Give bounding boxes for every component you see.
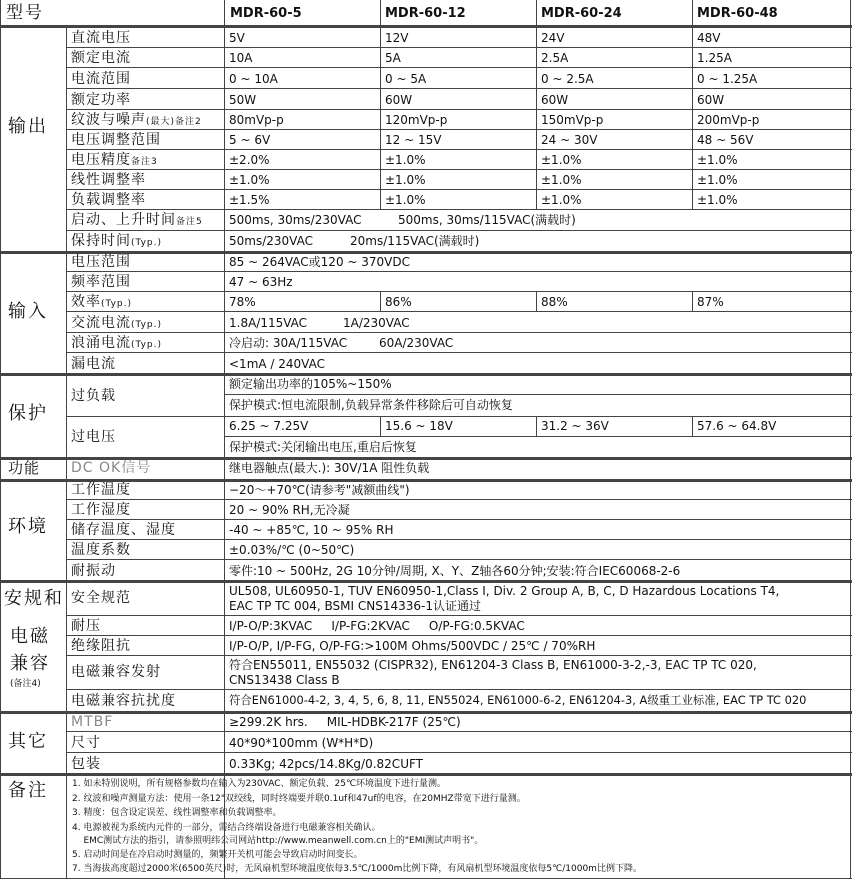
- rule: [0, 373, 852, 376]
- rule: [66, 67, 852, 68]
- rule: [380, 416, 381, 436]
- note-line: 3. 精度：包含设定误差、线性调整率和负载调整率。: [72, 808, 282, 818]
- cell: I/P-O/P, I/P-FG, O/P-FG:>100M Ohms/500VDC / 25℃ / 70%RH: [229, 639, 596, 653]
- cell: ±1.0%: [697, 173, 738, 187]
- rule: [66, 129, 852, 130]
- row-label: 工作温度: [71, 482, 131, 498]
- row-label: 负载调整率: [71, 192, 146, 208]
- header-label: 型号: [6, 3, 44, 23]
- cell: 符合EN61000-4-2, 3, 4, 5, 6, 8, 11, EN55024, EN61000-6-2, EN61204-3, A级重工业标准, EAC TP TC 020: [229, 693, 807, 707]
- rule: [66, 352, 852, 353]
- row-label: 额定功率: [71, 92, 131, 108]
- row-label: 漏电流: [71, 356, 116, 372]
- cell: <1mA / 240VAC: [229, 357, 325, 371]
- cell: ±2.0%: [229, 153, 270, 167]
- group-protection: 保护: [8, 403, 48, 424]
- row-label: 工作湿度: [71, 502, 131, 518]
- row-label: 过电压: [71, 429, 116, 445]
- cell: ±1.0%: [541, 153, 582, 167]
- label-sub: (最大): [146, 117, 176, 127]
- cell: 保护模式:关闭输出电压,重启后恢复: [229, 440, 417, 454]
- cell: I/P-O/P:3KVAC I/P-FG:2KVAC O/P-FG:0.5KVAC: [229, 619, 525, 633]
- rule: [66, 559, 852, 560]
- cell: 20 ~ 90% RH,无冷凝: [229, 503, 350, 517]
- label-text: 电压精度: [71, 152, 131, 168]
- cell: 78%: [229, 295, 256, 309]
- cell: 86%: [385, 295, 412, 309]
- cell: 10A: [229, 51, 253, 65]
- rule: [850, 0, 851, 878]
- label-text: 效率: [71, 294, 101, 310]
- row-label: 直流电压: [71, 30, 131, 46]
- note-line: 7. 当海拔高度超过2000米(6500英尺)时，无风扇机型环境温度依每3.5℃/1000m比例下降，有风扇机型环境温度依每5℃/1000m比例下降。: [72, 864, 642, 874]
- cell: 12 ~ 15V: [385, 133, 442, 147]
- label-text: 保持时间: [71, 233, 131, 249]
- group-safety-line3: 兼容: [10, 653, 50, 674]
- row-label: [71, 336, 162, 350]
- row-label: [71, 213, 203, 227]
- cell: 0 ~ 2.5A: [541, 72, 594, 86]
- group-safety-note: (备注4): [10, 679, 41, 689]
- row-label: [71, 295, 132, 309]
- cell: 60W: [697, 93, 725, 107]
- cell: ±1.0%: [385, 193, 426, 207]
- cell: 40*90*100mm (W*H*D): [229, 736, 374, 750]
- rule: [66, 230, 852, 231]
- cell: 符合EN55011, EN55032 (CISPR32), EN61204-3 Class B, EN61000-3-2,-3, EAC TP TC 020,: [229, 658, 757, 672]
- rule: [224, 394, 852, 395]
- row-label: 尺寸: [71, 735, 101, 751]
- group-safety-line2: 电磁: [10, 626, 50, 647]
- row-label: 包装: [71, 756, 101, 772]
- group-safety-line1: 安规和: [4, 588, 64, 609]
- rule: [692, 416, 693, 436]
- cell: 24V: [541, 31, 565, 45]
- row-label: [71, 153, 158, 167]
- rule: [0, 25, 852, 28]
- rule: [66, 731, 852, 732]
- cell: ±1.5%: [229, 193, 270, 207]
- row-label: 耐压: [71, 618, 101, 634]
- cell: 60A/230VAC: [379, 336, 454, 350]
- label-note: 备注3: [131, 157, 158, 167]
- rule: [66, 291, 852, 292]
- group-input: 输入: [8, 301, 48, 322]
- rule: [692, 291, 693, 311]
- rule: [66, 25, 67, 878]
- label-note: 备注5: [176, 217, 203, 227]
- cell: 0 ~ 1.25A: [697, 72, 758, 86]
- cell: 80mVp-p: [229, 113, 284, 127]
- rule: [66, 189, 852, 190]
- row-label: 过负载: [71, 388, 116, 404]
- rule: [66, 539, 852, 540]
- row-label: 绝缘阻抗: [71, 638, 131, 654]
- cell: 5A: [385, 51, 401, 65]
- cell: 50W: [229, 93, 257, 107]
- note-line: 4. 电源被视为系统内元件的一部分，需结合终端设备进行电磁兼容相关确认。: [72, 823, 381, 833]
- rule: [66, 149, 852, 150]
- cell: 零件:10 ~ 500Hz, 2G 10分钟/周期, X、Y、Z轴各60分钟;安装:符合IEC60068-2-6: [229, 564, 681, 578]
- rule: [380, 291, 381, 311]
- cell: 冷启动: 30A/115VAC: [229, 336, 348, 350]
- cell: 5 ~ 6V: [229, 133, 271, 147]
- cell: EAC TP TC 004, BSMI CNS14336-1认证通过: [229, 599, 481, 613]
- cell: 50ms/230VAC: [229, 234, 313, 248]
- cell: 57.6 ~ 64.8V: [697, 419, 777, 433]
- rule: [66, 615, 852, 616]
- rule: [536, 291, 537, 311]
- cell: 48 ~ 56V: [697, 133, 754, 147]
- cell: ±1.0%: [697, 153, 738, 167]
- note-line: EMC测试方法的指引，请参照明纬公司网站http://www.meanwell.com.cn上的"EMI测试声明书"。: [72, 836, 484, 846]
- note-line: 2. 纹波和噪声测量方法：使用一条12"双绞线，同时终端要并联0.1uf和47uf的电容，在20MHZ带宽下进行量测。: [72, 794, 526, 804]
- cell: 1A/230VAC: [343, 316, 410, 330]
- cell: ±0.03%/℃ (0~50℃): [229, 543, 355, 557]
- cell: ±1.0%: [541, 193, 582, 207]
- rule: [66, 416, 852, 417]
- rule: [0, 773, 852, 776]
- label-sub: (Typ.): [131, 340, 163, 350]
- rule: [224, 436, 852, 437]
- group-function: 功能: [8, 459, 41, 477]
- cell: 20ms/115VAC(满载时): [350, 234, 480, 248]
- cell: ±1.0%: [385, 153, 426, 167]
- rule: [0, 0, 1, 878]
- row-label: 电磁兼容抗扰度: [71, 693, 176, 709]
- cell: −20～+70℃(请参考"减额曲线"): [229, 483, 410, 497]
- row-label: [71, 113, 202, 127]
- rule: [66, 655, 852, 656]
- group-output: 输出: [8, 116, 48, 137]
- rule: [66, 311, 852, 312]
- rule: [0, 878, 852, 879]
- rule: [66, 271, 852, 272]
- note-line: 1. 如未特别说明，所有规格参数均在输入为230VAC、额定负载、25℃环境温度下进行量测。: [72, 779, 447, 789]
- rule: [66, 635, 852, 636]
- model-3: MDR-60-24: [541, 6, 622, 21]
- row-label: 耐振动: [71, 563, 116, 579]
- label-sub: (Typ.): [101, 299, 133, 309]
- rule: [66, 47, 852, 48]
- row-label: 额定电流: [71, 50, 131, 66]
- cell: CNS13438 Class B: [229, 673, 340, 687]
- rule: [66, 689, 852, 690]
- model-2: MDR-60-12: [385, 6, 466, 21]
- cell: 0 ~ 5A: [385, 72, 427, 86]
- row-label: 储存温度、湿度: [71, 522, 176, 538]
- row-label: 电流范围: [71, 71, 131, 87]
- rule: [66, 752, 852, 753]
- cell: ±1.0%: [229, 173, 270, 187]
- cell: 1.8A/115VAC: [229, 316, 308, 330]
- row-label: 电磁兼容发射: [71, 664, 161, 680]
- label-sub: (Typ.): [131, 320, 163, 330]
- rule: [536, 0, 537, 209]
- group-environment: 环境: [8, 516, 48, 537]
- rule: [0, 711, 852, 714]
- cell: ±1.0%: [541, 173, 582, 187]
- group-others: 其它: [8, 731, 48, 752]
- cell: 500ms, 30ms/115VAC(满载时): [398, 213, 576, 227]
- rule: [224, 0, 225, 878]
- rule: [66, 519, 852, 520]
- cell: 继电器触点(最大.): 30V/1A 阻性负载: [229, 461, 430, 475]
- cell: 5V: [229, 31, 245, 45]
- label-note: 备注2: [175, 117, 202, 127]
- cell: ±1.0%: [385, 173, 426, 187]
- rule: [380, 0, 381, 209]
- cell: 87%: [697, 295, 724, 309]
- rule: [66, 209, 852, 210]
- cell: 1.25A: [697, 51, 732, 65]
- cell: 60W: [541, 93, 569, 107]
- row-label: 安全规范: [71, 590, 131, 606]
- cell: 500ms, 30ms/230VAC: [229, 213, 362, 227]
- label-text: 浪涌电流: [71, 335, 131, 351]
- rule: [692, 0, 693, 209]
- cell: 0.33Kg; 42pcs/14.8Kg/0.82CUFT: [229, 757, 423, 771]
- rule: [536, 416, 537, 436]
- cell: 15.6 ~ 18V: [385, 419, 453, 433]
- label-text: 启动、上升时间: [71, 212, 176, 228]
- rule: [66, 169, 852, 170]
- cell: ≥299.2K hrs. MIL-HDBK-217F (25℃): [229, 715, 461, 729]
- cell: 12V: [385, 31, 409, 45]
- label-text: 交流电流: [71, 315, 131, 331]
- label-sub: (Typ.): [131, 238, 163, 248]
- cell: 2.5A: [541, 51, 569, 65]
- row-label: 电压范围: [71, 254, 131, 270]
- note-line: 5. 启动时间是在冷启动时测量的，频繁开关机可能会导致启动时间变长。: [72, 850, 363, 860]
- cell: 85 ~ 264VAC或120 ~ 370VDC: [229, 255, 410, 269]
- cell: 6.25 ~ 7.25V: [229, 419, 309, 433]
- rule: [66, 499, 852, 500]
- cell: 31.2 ~ 36V: [541, 419, 609, 433]
- rule: [0, 580, 852, 583]
- cell: 24 ~ 30V: [541, 133, 598, 147]
- cell: 120mVp-p: [385, 113, 448, 127]
- cell: 保护模式:恒电流限制,负载异常条件移除后可自动恢复: [229, 398, 513, 412]
- cell: 60W: [385, 93, 413, 107]
- cell: 额定输出功率的105%~150%: [229, 377, 392, 391]
- row-label: DC OK信号: [71, 460, 152, 476]
- row-label: 频率范围: [71, 274, 131, 290]
- cell: 88%: [541, 295, 568, 309]
- row-label: [71, 234, 162, 248]
- cell: ±1.0%: [697, 193, 738, 207]
- group-notes: 备注: [8, 780, 48, 801]
- cell: 0 ~ 10A: [229, 72, 278, 86]
- model-1: MDR-60-5: [230, 6, 302, 21]
- rule: [66, 88, 852, 89]
- model-4: MDR-60-48: [697, 6, 778, 21]
- cell: UL508, UL60950-1, TUV EN60950-1,Class I, Div. 2 Group A, B, C, D Hazardous Locations T4,: [229, 584, 780, 598]
- cell: 48V: [697, 31, 721, 45]
- row-label: 温度系数: [71, 542, 131, 558]
- cell: -40 ~ +85℃, 10 ~ 95% RH: [229, 523, 394, 537]
- row-label: 线性调整率: [71, 172, 146, 188]
- cell: 150mVp-p: [541, 113, 604, 127]
- cell: 47 ~ 63Hz: [229, 275, 293, 289]
- cell: 200mVp-p: [697, 113, 760, 127]
- row-label: 电压调整范围: [71, 132, 161, 148]
- label-text: 纹波与噪声: [71, 112, 146, 128]
- row-label: MTBF: [71, 714, 114, 730]
- rule: [66, 332, 852, 333]
- row-label: [71, 316, 162, 330]
- rule: [66, 109, 852, 110]
